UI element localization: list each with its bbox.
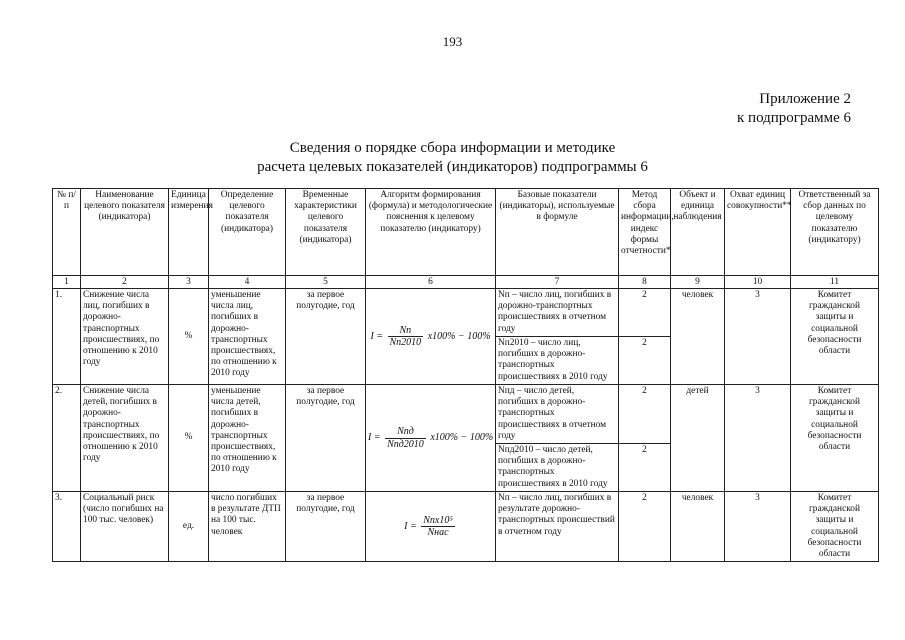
base-indicator: Nп – число лиц, погибших в результате дорожно-транспортных происшествий в отчетном году xyxy=(496,492,619,562)
responsible-body: Комитет гражданской защиты и социальной безопасности области xyxy=(791,385,879,492)
row-number: 1. xyxy=(53,289,81,385)
indicator-formula xyxy=(366,492,496,562)
responsible-body: Комитет гражданской защиты и социальной безопасности области xyxy=(791,492,879,562)
coverage: 3 xyxy=(725,492,791,562)
collection-method: 2 xyxy=(619,444,671,492)
base-indicator: Nпд – число детей, погибших в дорожно-транспортных происшествиях в отчетном году xyxy=(496,385,619,444)
formula-denominator: Nп2010 xyxy=(389,337,422,348)
formula-fraction xyxy=(388,325,424,348)
indicator-name: Снижение числа лиц, погибших в дорожно-транспортных происшествиях, по отношению к 2010 году xyxy=(81,289,169,385)
column-number: 4 xyxy=(209,276,286,289)
formula-numerator: Nпx10⁵ xyxy=(423,514,453,526)
header-object: Объект и единица наблюдения xyxy=(671,189,725,276)
collection-method: 2 xyxy=(619,289,671,337)
indicator-name: Снижение числа детей, погибших в дорожно-транспортных происшествиях, по отношению к 2010 году xyxy=(81,385,169,492)
collection-method: 2 xyxy=(619,492,671,562)
indicator-time: за первое полугодие, год xyxy=(286,492,366,562)
header-unit: Единица измерения xyxy=(169,189,209,276)
header-time: Временные характеристики целевого показателя (индикатора) xyxy=(286,189,366,276)
column-number: 2 xyxy=(81,276,169,289)
column-number-row xyxy=(53,276,879,289)
formula-lhs: I = xyxy=(404,520,417,532)
header-formula: Алгоритм формирования (формула) и методологические пояснения к целевому показателю (индикатору) xyxy=(366,189,496,276)
header-num: № п/п xyxy=(53,189,81,276)
formula-rhs: x100% − 100% xyxy=(427,330,491,342)
table-row xyxy=(53,492,879,562)
indicator-time: за первое полугодие, год xyxy=(286,289,366,385)
collection-method: 2 xyxy=(619,385,671,444)
title-line-2: расчета целевых показателей (индикаторов) подпрограммы 6 xyxy=(257,159,648,175)
collection-method: 2 xyxy=(619,337,671,385)
appendix-line-1: Приложение 2 xyxy=(759,91,851,107)
observation-object: детей xyxy=(671,385,725,492)
row-number: 3. xyxy=(53,492,81,562)
column-number: 6 xyxy=(366,276,496,289)
formula-numerator: Nп xyxy=(388,325,424,337)
formula-fraction xyxy=(421,515,455,538)
formula-fraction xyxy=(385,426,426,449)
indicators-table xyxy=(52,188,879,562)
header-definition: Определение целевого показателя (индикатора) xyxy=(209,189,286,276)
table-row xyxy=(53,289,879,337)
header-coverage: Охват единиц совокупности** xyxy=(725,189,791,276)
column-number: 8 xyxy=(619,276,671,289)
indicator-time: за первое полугодие, год xyxy=(286,385,366,492)
formula-denominator: Nпд2010 xyxy=(387,438,424,450)
document-title xyxy=(0,139,905,177)
indicator-formula xyxy=(366,385,496,492)
formula-denominator: Nнас xyxy=(427,527,449,539)
indicator-unit: ед. xyxy=(169,492,209,562)
indicator-name: Социальный риск (число погибших на 100 тыс. человек) xyxy=(81,492,169,562)
indicator-formula xyxy=(366,289,496,385)
formula-lhs: I = xyxy=(368,432,381,444)
base-indicator: Nп2010 – число лиц, погибших в дорожно-транспортных происшествиях в 2010 году xyxy=(496,337,619,385)
formula-rhs: x100% − 100% xyxy=(430,432,494,444)
formula-numerator: Nпд xyxy=(385,426,426,438)
header-base: Базовые показатели (индикаторы), используемые в формуле xyxy=(496,189,619,276)
header-responsible: Ответственный за сбор данных по целевому показателю (индикатору) xyxy=(791,189,879,276)
formula-lhs: I = xyxy=(370,330,384,342)
table-row xyxy=(53,385,879,444)
header-name: Наименование целевого показателя (индикатора) xyxy=(81,189,169,276)
header-row xyxy=(53,189,879,276)
base-indicator: Nпд2010 – число детей, погибших в дорожно-транспортных происшествиях в 2010 году xyxy=(496,444,619,492)
coverage: 3 xyxy=(725,385,791,492)
column-number: 9 xyxy=(671,276,725,289)
indicator-unit: % xyxy=(169,385,209,492)
title-line-1: Сведения о порядке сбора информации и методике xyxy=(289,140,616,156)
column-number: 11 xyxy=(791,276,879,289)
column-number: 10 xyxy=(725,276,791,289)
coverage: 3 xyxy=(725,289,791,385)
appendix-line-2: к подпрограмме 6 xyxy=(737,110,851,126)
column-number: 1 xyxy=(53,276,81,289)
base-indicator: Nп – число лиц, погибших в дорожно-транспортных происшествиях в отчетном году xyxy=(496,289,619,337)
appendix-note xyxy=(737,90,851,128)
column-number: 3 xyxy=(169,276,209,289)
column-number: 7 xyxy=(496,276,619,289)
row-number: 2. xyxy=(53,385,81,492)
indicator-definition: уменьшение числа детей, погибших в дорожно-транспортных происшествиях, по отношению к 2010 году xyxy=(209,385,286,492)
observation-object: человек xyxy=(671,289,725,385)
indicator-definition: число погибших в результате ДТП на 100 тыс. человек xyxy=(209,492,286,562)
indicator-unit: % xyxy=(169,289,209,385)
indicator-definition: уменьшение числа лиц, погибших в дорожно-транспортных происшествиях, по отношению к 2010 году xyxy=(209,289,286,385)
column-number: 5 xyxy=(286,276,366,289)
observation-object: человек xyxy=(671,492,725,562)
page-number: 193 xyxy=(442,34,463,49)
header-method: Метод сбора информации, индекс формы отчетности* xyxy=(619,189,671,276)
responsible-body: Комитет гражданской защиты и социальной безопасности области xyxy=(791,289,879,385)
